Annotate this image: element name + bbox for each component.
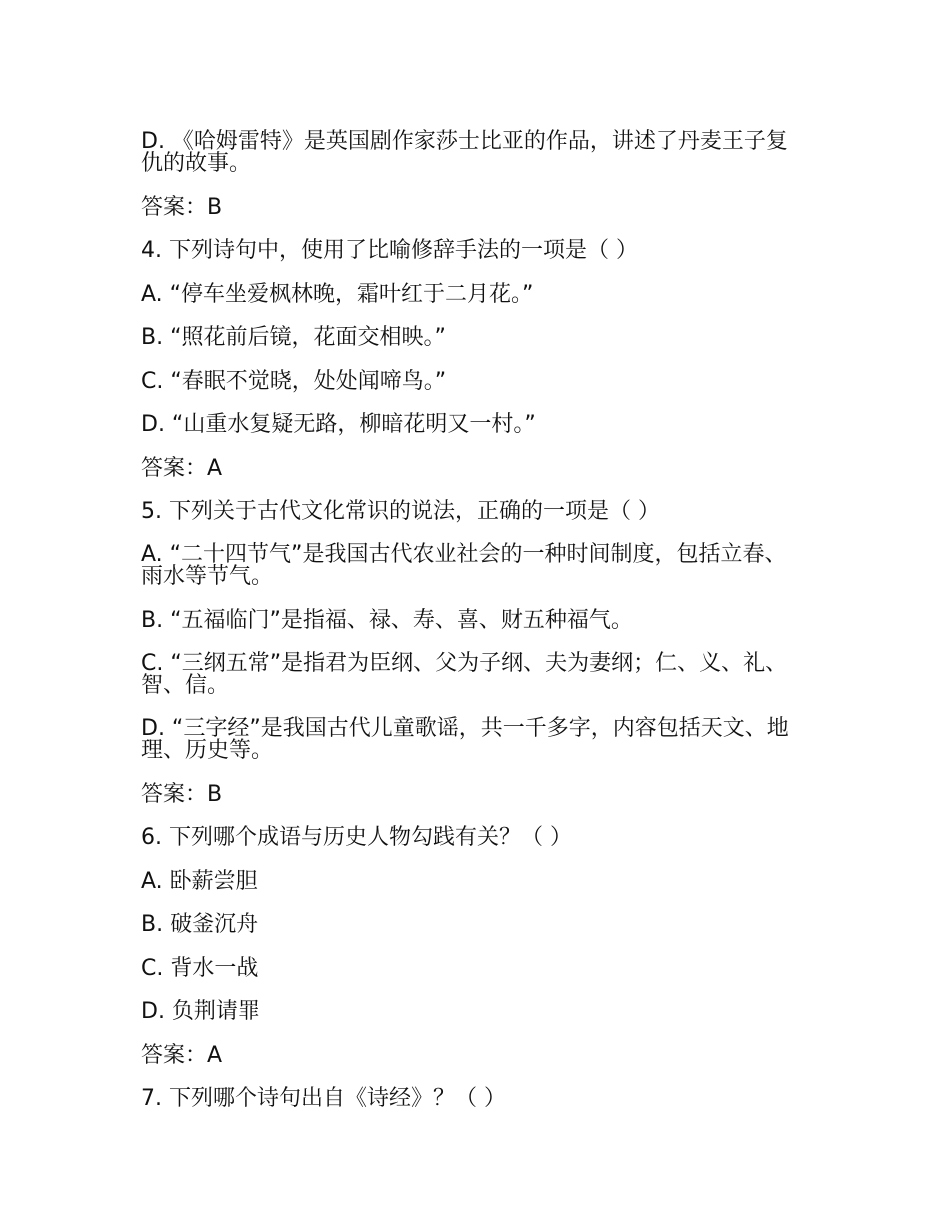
q7-question: 7. 下列哪个诗句出自《诗经》？（ ）	[141, 1086, 506, 1111]
q6-answer: 答案：A	[141, 1043, 223, 1068]
q6-option-b: B. 破釜沉舟	[141, 912, 259, 937]
q4-option-b: B. “照花前后镜，花面交相映。”	[141, 325, 446, 350]
q4-question: 4. 下列诗句中，使用了比喻修辞手法的一项是（ ）	[141, 238, 638, 263]
q5-question: 5. 下列关于古代文化常识的说法，正确的一项是（ ）	[141, 499, 660, 524]
q5-option-c: C. “三纲五常”是指君为臣纲、父为子纲、夫为妻纲；仁、义、礼、智、信。	[141, 651, 788, 698]
q6-option-c: C. 背水一战	[141, 956, 259, 981]
q4-option-a: A. “停车坐爱枫林晚，霜叶红于二月花。”	[141, 282, 534, 307]
q4-option-c: C. “春眠不觉晓，处处闻啼鸟。”	[141, 369, 447, 394]
q5-option-b: B. “五福临门”是指福、禄、寿、喜、财五种福气。	[141, 608, 633, 633]
q6-option-d: D. 负荆请罪	[141, 999, 260, 1024]
q4-option-d: D. “山重水复疑无路，柳暗花明又一村。”	[141, 412, 536, 437]
q6-question: 6. 下列哪个成语与历史人物勾践有关？（ ）	[141, 825, 572, 850]
q5-option-d: D. “三字经”是我国古代儿童歌谣，共一千多字，内容包括天文、地理、历史等。	[141, 716, 789, 763]
q3-option-d: D. 《哈姆雷特》是英国剧作家莎士比亚的作品，讲述了丹麦王子复仇的故事。	[141, 129, 788, 176]
q5-answer: 答案：B	[141, 782, 223, 807]
q5-option-a: A. “二十四节气”是我国古代农业社会的一种时间制度，包括立春、雨水等节气。	[141, 542, 787, 589]
q6-option-a: A. 卧薪尝胆	[141, 869, 258, 894]
q3-answer: 答案：B	[141, 195, 223, 220]
q4-answer: 答案：A	[141, 456, 223, 481]
